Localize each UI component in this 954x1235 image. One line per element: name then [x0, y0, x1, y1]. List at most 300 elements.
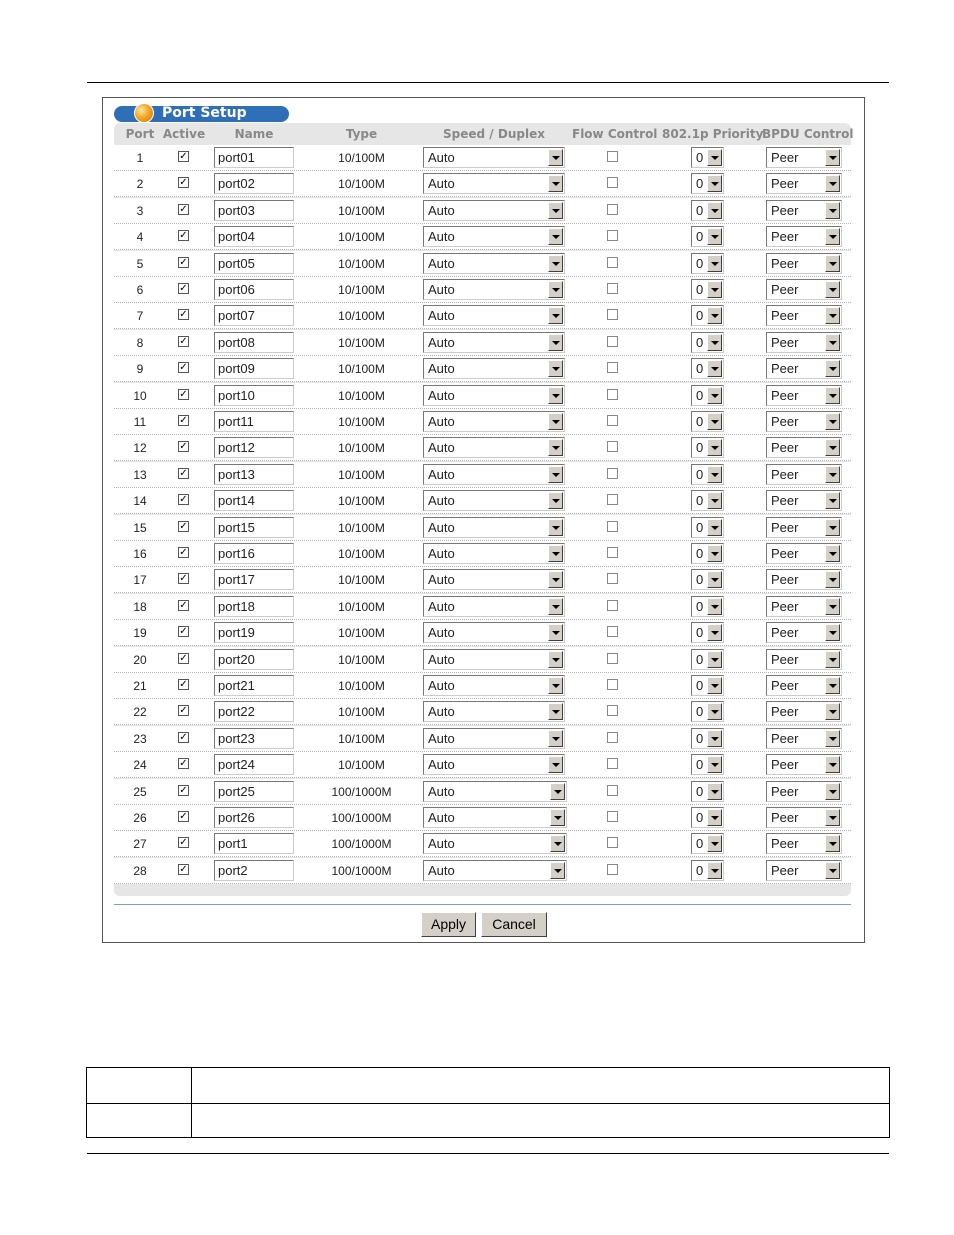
port-name-input[interactable]: port18 — [214, 596, 294, 617]
speed-duplex-select[interactable] — [423, 860, 567, 881]
priority-value: 0 — [696, 783, 704, 799]
flow-control-checkbox[interactable] — [607, 547, 618, 558]
priority-select[interactable] — [691, 226, 724, 247]
flow-control-checkbox[interactable] — [607, 204, 618, 215]
active-checkbox[interactable]: ✓ — [179, 335, 188, 347]
flow-control-checkbox[interactable] — [607, 811, 618, 822]
port-number: 22 — [133, 705, 147, 720]
dropdown-arrow-icon[interactable] — [825, 730, 840, 747]
active-checkbox[interactable]: ✓ — [179, 467, 188, 479]
speed-duplex-select[interactable] — [423, 305, 565, 326]
flow-control-checkbox[interactable] — [607, 864, 618, 875]
priority-select[interactable] — [691, 305, 724, 326]
bpdu-control-value: Peer — [771, 414, 799, 429]
priority-select[interactable] — [691, 358, 724, 379]
active-checkbox[interactable]: ✓ — [179, 679, 188, 690]
active-checkbox[interactable]: ✓ — [179, 494, 188, 506]
speed-duplex-select[interactable] — [423, 675, 565, 696]
bpdu-control-select[interactable] — [766, 622, 842, 643]
bpdu-control-select[interactable] — [766, 147, 842, 168]
dropdown-arrow-icon[interactable] — [825, 307, 840, 324]
dropdown-arrow-icon[interactable] — [707, 730, 722, 747]
active-checkbox[interactable]: ✓ — [179, 415, 188, 426]
priority-select[interactable] — [691, 543, 724, 564]
port-number: 21 — [133, 679, 147, 693]
active-checkbox[interactable]: ✓ — [179, 626, 188, 638]
flow-control-checkbox[interactable] — [607, 653, 618, 664]
bpdu-control-select[interactable] — [766, 305, 842, 326]
port-number: 14 — [133, 494, 147, 509]
bpdu-control-select[interactable] — [766, 490, 842, 511]
flow-control-checkbox[interactable] — [607, 151, 618, 162]
bpdu-control-select[interactable] — [766, 596, 842, 617]
dropdown-arrow-icon[interactable] — [707, 175, 722, 192]
speed-duplex-value: Auto — [428, 493, 455, 509]
dropdown-arrow-icon[interactable] — [825, 281, 840, 298]
speed-duplex-select[interactable] — [423, 517, 565, 538]
table-row — [114, 779, 851, 805]
port-name-input[interactable]: port25 — [214, 781, 294, 802]
dropdown-arrow-icon[interactable] — [707, 492, 722, 509]
port-name-input[interactable]: port10 — [214, 385, 294, 406]
speed-duplex-select[interactable] — [423, 701, 565, 722]
port-name-input[interactable]: port2 — [214, 860, 294, 881]
priority-select[interactable] — [691, 701, 724, 722]
dropdown-arrow-icon[interactable] — [548, 281, 563, 298]
dropdown-arrow-icon[interactable] — [548, 202, 563, 219]
flow-control-checkbox[interactable] — [607, 626, 618, 637]
bpdu-control-select[interactable] — [766, 464, 842, 485]
flow-control-checkbox[interactable] — [607, 441, 618, 452]
speed-duplex-select[interactable] — [423, 833, 567, 854]
priority-select[interactable] — [691, 437, 724, 458]
speed-duplex-select[interactable] — [423, 464, 565, 485]
bpdu-control-value: Peer — [771, 466, 799, 482]
dropdown-arrow-icon[interactable] — [548, 413, 563, 430]
active-checkbox[interactable]: ✓ — [179, 731, 188, 743]
bpdu-control-value: Peer — [771, 836, 799, 852]
dropdown-arrow-icon[interactable] — [825, 387, 840, 404]
cancel-button[interactable]: Cancel — [481, 912, 547, 937]
priority-select[interactable] — [691, 596, 724, 617]
priority-select[interactable] — [691, 649, 724, 670]
table-row — [114, 330, 851, 356]
table-row — [114, 858, 851, 884]
port-name-input[interactable]: port01 — [214, 147, 294, 168]
flow-control-checkbox[interactable] — [607, 309, 618, 320]
speed-duplex-select[interactable] — [423, 728, 565, 749]
dropdown-arrow-icon[interactable] — [548, 651, 563, 668]
port-name-input[interactable]: port15 — [214, 517, 294, 538]
bpdu-control-select[interactable] — [766, 675, 842, 696]
dropdown-arrow-icon[interactable] — [707, 756, 722, 773]
priority-select[interactable] — [691, 754, 724, 775]
priority-value: 0 — [696, 546, 704, 561]
priority-select[interactable] — [691, 860, 724, 881]
active-checkbox[interactable]: ✓ — [179, 705, 188, 717]
dropdown-arrow-icon[interactable] — [548, 756, 563, 773]
dropdown-arrow-icon[interactable] — [707, 413, 722, 430]
bpdu-control-value: Peer — [771, 493, 799, 509]
flow-control-checkbox[interactable] — [607, 336, 618, 347]
priority-select[interactable] — [691, 728, 724, 749]
port-name-input[interactable]: port06 — [214, 279, 294, 300]
bpdu-control-value: Peer — [771, 387, 799, 403]
port-name-input[interactable]: port21 — [214, 675, 294, 696]
priority-select[interactable] — [691, 517, 724, 538]
dropdown-arrow-icon[interactable] — [825, 255, 840, 272]
speed-duplex-select[interactable] — [423, 569, 565, 590]
priority-value: 0 — [696, 414, 704, 429]
dropdown-arrow-icon[interactable] — [548, 228, 563, 245]
dropdown-arrow-icon[interactable] — [825, 756, 840, 773]
flow-control-checkbox[interactable] — [607, 521, 618, 532]
dropdown-arrow-icon[interactable] — [550, 783, 565, 800]
bpdu-control-select[interactable] — [766, 649, 842, 670]
bpdu-control-select[interactable] — [766, 200, 842, 221]
priority-select[interactable] — [691, 411, 724, 432]
flow-control-checkbox[interactable] — [607, 230, 618, 241]
dropdown-arrow-icon[interactable] — [548, 149, 563, 166]
port-number: 1 — [136, 151, 144, 165]
port-type: 10/100M — [338, 335, 385, 350]
dropdown-arrow-icon[interactable] — [825, 651, 840, 668]
active-checkbox[interactable]: ✓ — [179, 283, 188, 294]
bpdu-control-select[interactable] — [766, 279, 842, 300]
active-checkbox[interactable]: ✓ — [179, 388, 188, 400]
bpdu-control-select[interactable] — [766, 833, 842, 854]
active-checkbox[interactable]: ✓ — [179, 784, 188, 796]
port-number: 16 — [133, 547, 147, 561]
flow-control-checkbox[interactable] — [607, 362, 618, 373]
speed-duplex-select[interactable] — [423, 147, 565, 168]
table-row — [114, 541, 851, 567]
dropdown-arrow-icon[interactable] — [707, 387, 722, 404]
priority-select[interactable] — [691, 807, 724, 828]
top-rule — [87, 82, 889, 83]
dropdown-arrow-icon[interactable] — [707, 835, 722, 852]
port-number: 11 — [133, 415, 147, 429]
speed-duplex-select[interactable] — [423, 596, 565, 617]
table-row — [114, 277, 851, 303]
active-checkbox[interactable]: ✓ — [179, 652, 188, 664]
priority-select[interactable] — [691, 622, 724, 643]
bpdu-control-value: Peer — [771, 757, 799, 773]
priority-select[interactable] — [691, 464, 724, 485]
active-checkbox[interactable]: ✓ — [179, 837, 188, 849]
speed-duplex-value: Auto — [428, 625, 455, 641]
bpdu-control-select[interactable] — [766, 517, 842, 538]
dropdown-arrow-icon[interactable] — [548, 703, 563, 720]
active-checkbox[interactable]: ✓ — [179, 441, 188, 453]
bpdu-control-value: Peer — [771, 334, 799, 350]
dropdown-arrow-icon[interactable] — [825, 149, 840, 166]
dropdown-arrow-icon[interactable] — [707, 307, 722, 324]
dropdown-arrow-icon[interactable] — [825, 492, 840, 509]
active-checkbox[interactable]: ✓ — [179, 309, 188, 321]
flow-control-checkbox[interactable] — [607, 705, 618, 716]
port-name-input[interactable]: port08 — [214, 332, 294, 353]
bpdu-control-value: Peer — [771, 361, 799, 377]
dropdown-arrow-icon[interactable] — [707, 281, 722, 298]
priority-value: 0 — [696, 176, 704, 192]
dropdown-arrow-icon[interactable] — [707, 783, 722, 800]
speed-duplex-value: Auto — [428, 308, 455, 324]
speed-duplex-select[interactable] — [423, 622, 565, 643]
priority-select[interactable] — [691, 200, 724, 221]
dropdown-arrow-icon[interactable] — [707, 149, 722, 166]
table-row — [114, 567, 851, 593]
port-name-input[interactable]: port02 — [214, 173, 294, 194]
active-checkbox[interactable]: ✓ — [179, 520, 188, 532]
dropdown-arrow-icon[interactable] — [825, 334, 840, 351]
dropdown-arrow-icon[interactable] — [825, 545, 840, 562]
bpdu-control-select[interactable] — [766, 728, 842, 749]
active-checkbox[interactable]: ✓ — [179, 256, 188, 268]
dropdown-arrow-icon[interactable] — [825, 783, 840, 800]
flow-control-checkbox[interactable] — [607, 837, 618, 848]
bpdu-control-select[interactable] — [766, 569, 842, 590]
dropdown-arrow-icon[interactable] — [825, 862, 840, 879]
port-name-input[interactable]: port22 — [214, 701, 294, 722]
bpdu-control-select[interactable] — [766, 781, 842, 802]
bpdu-control-select[interactable] — [766, 226, 842, 247]
dropdown-arrow-icon[interactable] — [707, 466, 722, 483]
priority-select[interactable] — [691, 385, 724, 406]
bpdu-control-select[interactable] — [766, 701, 842, 722]
active-checkbox[interactable]: ✓ — [179, 177, 188, 189]
dropdown-arrow-icon[interactable] — [825, 598, 840, 615]
dropdown-arrow-icon[interactable] — [550, 809, 565, 826]
table-row — [114, 673, 851, 699]
bpdu-control-select[interactable] — [766, 332, 842, 353]
speed-duplex-select[interactable] — [423, 200, 565, 221]
dropdown-arrow-icon[interactable] — [707, 228, 722, 245]
dropdown-arrow-icon[interactable] — [825, 677, 840, 694]
apply-button[interactable]: Apply — [421, 912, 476, 937]
bpdu-control-select[interactable] — [766, 358, 842, 379]
dropdown-arrow-icon[interactable] — [707, 862, 722, 879]
dropdown-arrow-icon[interactable] — [825, 202, 840, 219]
table-row — [114, 171, 851, 197]
dropdown-arrow-icon[interactable] — [548, 255, 563, 272]
dropdown-arrow-icon[interactable] — [825, 228, 840, 245]
port-name-input[interactable]: port12 — [214, 437, 294, 458]
priority-select[interactable] — [691, 675, 724, 696]
priority-select[interactable] — [691, 490, 724, 511]
speed-duplex-select[interactable] — [423, 226, 565, 247]
dropdown-arrow-icon[interactable] — [548, 571, 563, 588]
bpdu-control-select[interactable] — [766, 411, 842, 432]
flow-control-checkbox[interactable] — [607, 283, 618, 294]
active-checkbox[interactable]: ✓ — [179, 547, 188, 558]
dropdown-arrow-icon[interactable] — [825, 703, 840, 720]
port-name-input[interactable]: port23 — [214, 728, 294, 749]
speed-duplex-select[interactable] — [423, 649, 565, 670]
dropdown-arrow-icon[interactable] — [707, 809, 722, 826]
port-name-input[interactable]: port26 — [214, 807, 294, 828]
port-name-input[interactable]: port03 — [214, 200, 294, 221]
active-checkbox[interactable]: ✓ — [179, 758, 188, 770]
bpdu-control-select[interactable] — [766, 543, 842, 564]
priority-select[interactable] — [691, 279, 724, 300]
dropdown-arrow-icon[interactable] — [825, 466, 840, 483]
dropdown-arrow-icon[interactable] — [548, 730, 563, 747]
port-name-input[interactable]: port16 — [214, 543, 294, 564]
speed-duplex-value: Auto — [428, 678, 455, 693]
dropdown-arrow-icon[interactable] — [707, 598, 722, 615]
dropdown-arrow-icon[interactable] — [825, 835, 840, 852]
port-name-input[interactable]: port05 — [214, 253, 294, 274]
dropdown-arrow-icon[interactable] — [825, 360, 840, 377]
speed-duplex-select[interactable] — [423, 385, 565, 406]
priority-select[interactable] — [691, 781, 724, 802]
port-name-input[interactable]: port14 — [214, 490, 294, 511]
priority-select[interactable] — [691, 569, 724, 590]
speed-duplex-value: Auto — [428, 651, 455, 667]
dropdown-arrow-icon[interactable] — [548, 466, 563, 483]
dropdown-arrow-icon[interactable] — [707, 334, 722, 351]
dropdown-arrow-icon[interactable] — [825, 809, 840, 826]
flow-control-checkbox[interactable] — [607, 494, 618, 505]
speed-duplex-select[interactable] — [423, 411, 565, 432]
dropdown-arrow-icon[interactable] — [707, 624, 722, 641]
speed-duplex-select[interactable] — [423, 754, 565, 775]
port-name-input[interactable]: port11 — [214, 411, 294, 432]
flow-control-checkbox[interactable] — [607, 758, 618, 769]
dropdown-arrow-icon[interactable] — [707, 703, 722, 720]
flow-control-checkbox[interactable] — [607, 389, 618, 400]
dropdown-arrow-icon[interactable] — [548, 624, 563, 641]
dropdown-arrow-icon[interactable] — [825, 624, 840, 641]
speed-duplex-select[interactable] — [423, 173, 565, 194]
active-checkbox[interactable]: ✓ — [179, 599, 188, 611]
flow-control-checkbox[interactable] — [607, 177, 618, 188]
dropdown-arrow-icon[interactable] — [825, 439, 840, 456]
dropdown-arrow-icon[interactable] — [825, 175, 840, 192]
dropdown-arrow-icon[interactable] — [707, 651, 722, 668]
active-checkbox[interactable]: ✓ — [179, 230, 188, 242]
bpdu-control-select[interactable] — [766, 385, 842, 406]
port-name-input[interactable]: port04 — [214, 226, 294, 247]
dropdown-arrow-icon[interactable] — [548, 175, 563, 192]
speed-duplex-select[interactable] — [423, 781, 567, 802]
bpdu-control-value: Peer — [771, 783, 799, 799]
port-name-input[interactable]: port24 — [214, 754, 294, 775]
bpdu-control-select[interactable] — [766, 754, 842, 775]
speed-duplex-select[interactable] — [423, 253, 565, 274]
bpdu-control-value: Peer — [771, 730, 799, 746]
dropdown-arrow-icon[interactable] — [550, 862, 565, 879]
speed-duplex-select[interactable] — [423, 358, 565, 379]
active-checkbox[interactable]: ✓ — [179, 573, 188, 585]
active-checkbox[interactable]: ✓ — [179, 151, 188, 162]
flow-control-checkbox[interactable] — [607, 573, 618, 584]
speed-duplex-select[interactable] — [423, 543, 565, 564]
dropdown-arrow-icon[interactable] — [548, 387, 563, 404]
bpdu-control-select[interactable] — [766, 437, 842, 458]
priority-select[interactable] — [691, 173, 724, 194]
port-name-input[interactable]: port1 — [214, 833, 294, 854]
flow-control-checkbox[interactable] — [607, 468, 618, 479]
speed-duplex-select[interactable] — [423, 332, 565, 353]
port-name-input[interactable]: port09 — [214, 358, 294, 379]
priority-select[interactable] — [691, 253, 724, 274]
dropdown-arrow-icon[interactable] — [548, 439, 563, 456]
priority-value: 0 — [696, 440, 704, 456]
dropdown-arrow-icon[interactable] — [825, 571, 840, 588]
bottom-rule — [87, 1153, 889, 1154]
dropdown-arrow-icon[interactable] — [550, 835, 565, 852]
active-checkbox[interactable]: ✓ — [179, 362, 188, 374]
dropdown-arrow-icon[interactable] — [548, 492, 563, 509]
dropdown-arrow-icon[interactable] — [548, 598, 563, 615]
dropdown-arrow-icon[interactable] — [548, 677, 563, 694]
flow-control-checkbox[interactable] — [607, 785, 618, 796]
table-row — [114, 435, 851, 461]
dropdown-arrow-icon[interactable] — [707, 439, 722, 456]
dropdown-arrow-icon[interactable] — [548, 307, 563, 324]
speed-duplex-select[interactable] — [423, 437, 565, 458]
active-checkbox[interactable]: ✓ — [179, 811, 188, 822]
speed-duplex-select[interactable] — [423, 807, 567, 828]
bpdu-control-select[interactable] — [766, 807, 842, 828]
priority-select[interactable] — [691, 332, 724, 353]
bpdu-control-select[interactable] — [766, 173, 842, 194]
port-name-input[interactable]: port20 — [214, 649, 294, 670]
dropdown-arrow-icon[interactable] — [548, 519, 563, 536]
port-name-input[interactable]: port13 — [214, 464, 294, 485]
port-name-input[interactable]: port07 — [214, 305, 294, 326]
active-checkbox[interactable]: ✓ — [179, 863, 188, 875]
bpdu-control-value: Peer — [771, 202, 799, 218]
dropdown-arrow-icon[interactable] — [707, 202, 722, 219]
speed-duplex-select[interactable] — [423, 279, 565, 300]
port-name-input[interactable]: port17 — [214, 569, 294, 590]
dropdown-arrow-icon[interactable] — [548, 360, 563, 377]
port-type: 10/100M — [338, 467, 385, 482]
dropdown-arrow-icon[interactable] — [825, 413, 840, 430]
flow-control-checkbox[interactable] — [607, 257, 618, 268]
speed-duplex-value: Auto — [428, 229, 455, 245]
flow-control-checkbox[interactable] — [607, 600, 618, 611]
dropdown-arrow-icon[interactable] — [825, 519, 840, 536]
port-name-input[interactable]: port19 — [214, 622, 294, 643]
dropdown-arrow-icon[interactable] — [707, 519, 722, 536]
speed-duplex-select[interactable] — [423, 490, 565, 511]
dropdown-arrow-icon[interactable] — [707, 360, 722, 377]
bpdu-control-select[interactable] — [766, 860, 842, 881]
dropdown-arrow-icon[interactable] — [707, 571, 722, 588]
dropdown-arrow-icon[interactable] — [707, 255, 722, 272]
dropdown-arrow-icon[interactable] — [707, 545, 722, 562]
flow-control-checkbox[interactable] — [607, 679, 618, 690]
priority-select[interactable] — [691, 147, 724, 168]
priority-select[interactable] — [691, 833, 724, 854]
bpdu-control-select[interactable] — [766, 253, 842, 274]
active-checkbox[interactable]: ✓ — [179, 203, 188, 215]
flow-control-checkbox[interactable] — [607, 732, 618, 743]
speed-duplex-value: Auto — [428, 836, 455, 852]
table-row — [114, 383, 851, 409]
port-number: 6 — [136, 283, 144, 297]
flow-control-checkbox[interactable] — [607, 415, 618, 426]
dropdown-arrow-icon[interactable] — [548, 334, 563, 351]
dropdown-arrow-icon[interactable] — [707, 677, 722, 694]
dropdown-arrow-icon[interactable] — [548, 545, 563, 562]
priority-value: 0 — [696, 519, 704, 535]
priority-value: 0 — [696, 493, 704, 509]
